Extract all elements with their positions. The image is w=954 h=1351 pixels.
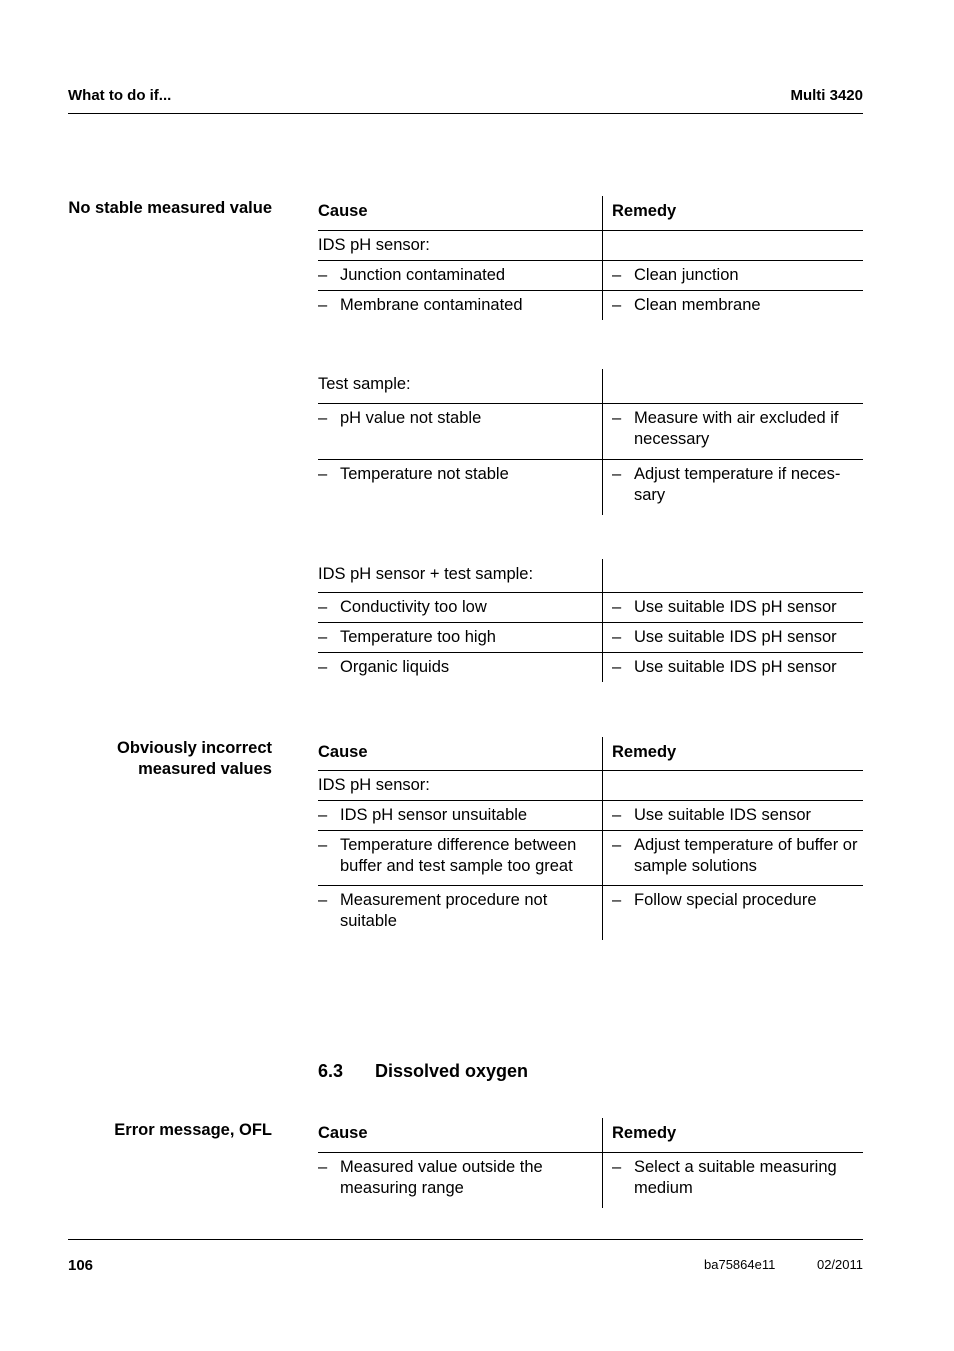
remedy-header: Remedy — [612, 202, 677, 220]
dash: – — [318, 806, 328, 824]
dash: – — [612, 628, 622, 646]
cause-header: Cause — [318, 196, 603, 230]
remedy-text: Use suitable IDS pH sensor — [634, 628, 837, 646]
table-row — [318, 291, 863, 320]
table-row — [318, 831, 863, 886]
dash: – — [612, 891, 622, 909]
remedy-text: Use suitable IDS sensor — [634, 806, 811, 824]
table-row — [318, 261, 863, 291]
dash: – — [612, 266, 622, 284]
table-dissolved-oxygen — [318, 1118, 863, 1208]
remedy-text: Adjust temperature if neces-sary — [634, 465, 841, 504]
table-no-stable-test-sample — [318, 369, 863, 515]
dash: – — [612, 1158, 622, 1176]
table-row — [318, 623, 863, 653]
group-label-row — [318, 771, 863, 801]
cause-text: Organic liquids — [340, 658, 450, 676]
cause-text: pH value not stable — [340, 409, 482, 427]
cause-text: IDS pH sensor unsuitable — [340, 806, 528, 824]
remedy-text: Clean membrane — [634, 296, 761, 314]
section-number: 6.3 — [318, 1061, 344, 1081]
dash: – — [612, 296, 622, 314]
cause-text: Conductivity too low — [340, 598, 487, 616]
remedy-text: Follow special procedure — [634, 891, 817, 909]
running-header-left: What to do if... — [68, 87, 172, 104]
dash: – — [318, 409, 328, 427]
remedy-text: Use suitable IDS pH sensor — [634, 598, 837, 616]
dash: – — [612, 658, 622, 676]
table-incorrect-values — [318, 737, 863, 940]
table-no-stable-combined — [318, 559, 863, 682]
group-label: Test sample: — [318, 369, 603, 403]
cause-text: Temperature not stable — [340, 465, 509, 483]
group-label-row — [318, 369, 863, 404]
table-row — [318, 653, 863, 682]
remedy-text: Clean junction — [634, 266, 739, 284]
group-label-row — [318, 231, 863, 261]
group-label-row — [318, 559, 863, 593]
dash: – — [612, 465, 622, 483]
table-no-stable-ids-sensor — [318, 196, 863, 320]
dash: – — [612, 598, 622, 616]
table-row — [318, 886, 863, 940]
remedy-text: Measure with air excluded if necessary — [634, 409, 839, 448]
table-row — [318, 593, 863, 623]
cause-text: Membrane contaminated — [340, 296, 523, 314]
group-label: IDS pH sensor: — [318, 771, 603, 800]
dash: – — [318, 628, 328, 646]
remedy-text: Use suitable IDS pH sensor — [634, 658, 837, 676]
side-heading-incorrect: Obviously incorrect measured values — [117, 739, 272, 778]
side-heading-ofl: Error message, OFL — [114, 1121, 272, 1139]
cause-header: Cause — [318, 1118, 603, 1152]
header-rule — [68, 113, 863, 114]
table-header-row — [318, 1118, 863, 1153]
dash: – — [318, 658, 328, 676]
dash: – — [318, 891, 328, 909]
group-label: IDS pH sensor + test sample: — [318, 559, 603, 592]
cause-header: Cause — [318, 737, 603, 770]
remedy-text: Select a suitable measuring medium — [634, 1158, 837, 1197]
footer-rule — [68, 1239, 863, 1240]
document-date: 02/2011 — [816, 1257, 863, 1272]
table-row — [318, 1153, 863, 1208]
cause-text: Measured value outside the measuring range — [340, 1158, 543, 1197]
table-row — [318, 460, 863, 515]
dash: – — [612, 409, 622, 427]
dash: – — [318, 1158, 328, 1176]
page-number: 106 — [68, 1257, 94, 1274]
section-title: Dissolved oxygen — [375, 1061, 529, 1081]
dash: – — [318, 266, 328, 284]
table-row — [318, 801, 863, 831]
dash: – — [318, 296, 328, 314]
dash: – — [612, 836, 622, 854]
table-header-row — [318, 737, 863, 771]
section-heading — [318, 1061, 528, 1082]
remedy-header: Remedy — [612, 1124, 677, 1142]
cause-text: Junction contaminated — [340, 266, 506, 284]
document-id: ba75864e11 — [704, 1257, 776, 1272]
dash: – — [318, 836, 328, 854]
cause-text: Temperature too high — [340, 628, 496, 646]
cause-text: Measurement procedure not suitable — [340, 891, 548, 930]
dash: – — [318, 598, 328, 616]
table-header-row — [318, 196, 863, 231]
dash: – — [318, 465, 328, 483]
dash: – — [612, 806, 622, 824]
running-header-right: Multi 3420 — [790, 87, 863, 104]
side-heading-no-stable: No stable measured value — [68, 199, 272, 217]
group-label: IDS pH sensor: — [318, 231, 603, 260]
remedy-text: Adjust temperature of buffer or sample solutions — [634, 836, 858, 875]
remedy-header: Remedy — [612, 743, 677, 761]
cause-text: Temperature difference between buffer and test sample too great — [340, 836, 577, 875]
table-row — [318, 404, 863, 460]
